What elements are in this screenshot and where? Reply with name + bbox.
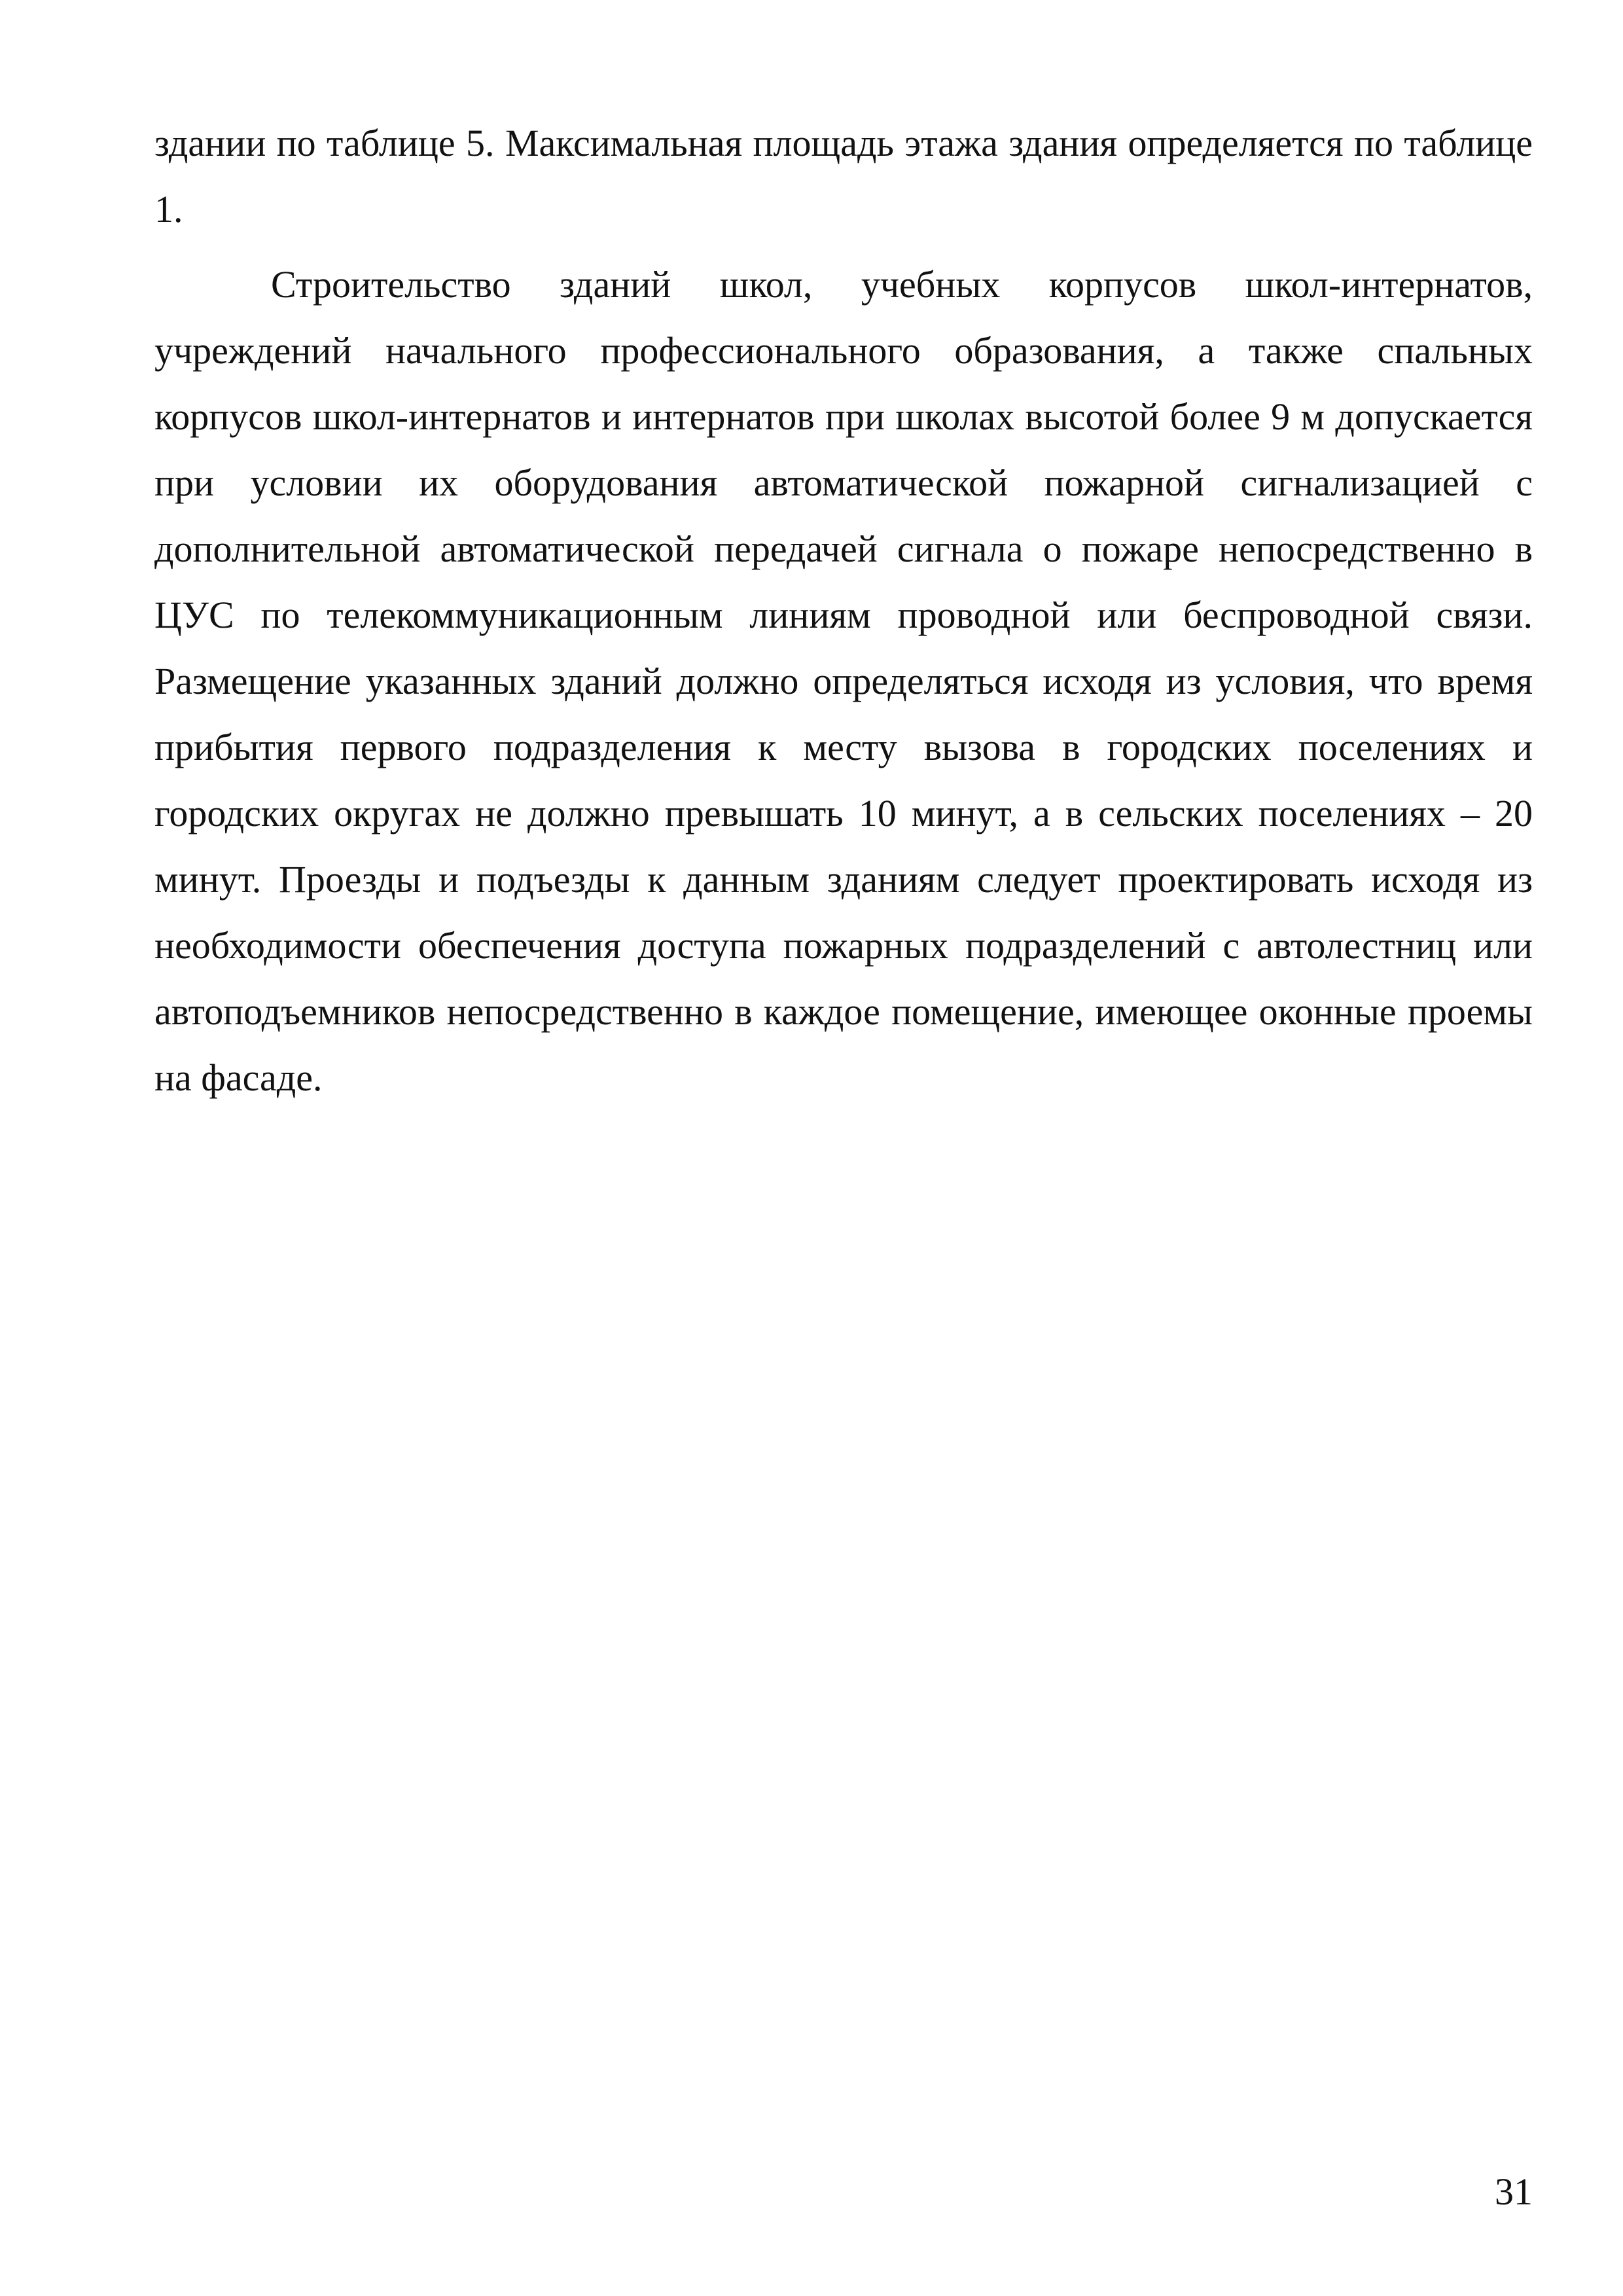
page-number: 31 bbox=[1495, 2170, 1533, 2213]
body-text bbox=[154, 110, 1533, 1111]
paragraph-continued: здании по таблице 5. Максимальная площадь этажа здания определяется по таблице 1. bbox=[154, 122, 1533, 230]
paragraph-school-construction: Строительство зданий школ, учебных корпусов школ-интернатов, учреждений начального профессионального образования, а также спальных корпусов школ-интернатов и интернатов при школах высотой более 9 м допускается при условии их оборудования автоматической пожарной сигнализацией с дополнительной автоматической передачей сигнала о пожаре непосредственно в ЦУС по телекоммуникационным линиям проводной или беспроводной связи. Размещение указанных зданий должно определяться исходя из условия, что время прибытия первого подразделения к месту вызова в городских поселениях и городских округах не должно превышать 10 минут, а в сельских поселениях – 20 минут. Проезды и подъезды к данным зданиям следует проектировать исходя из необходимости обеспечения доступа пожарных подразделений с автолестниц или автоподъемников непосредственно в каждое помещение, имеющее оконные проемы на фасаде. bbox=[154, 263, 1533, 1099]
